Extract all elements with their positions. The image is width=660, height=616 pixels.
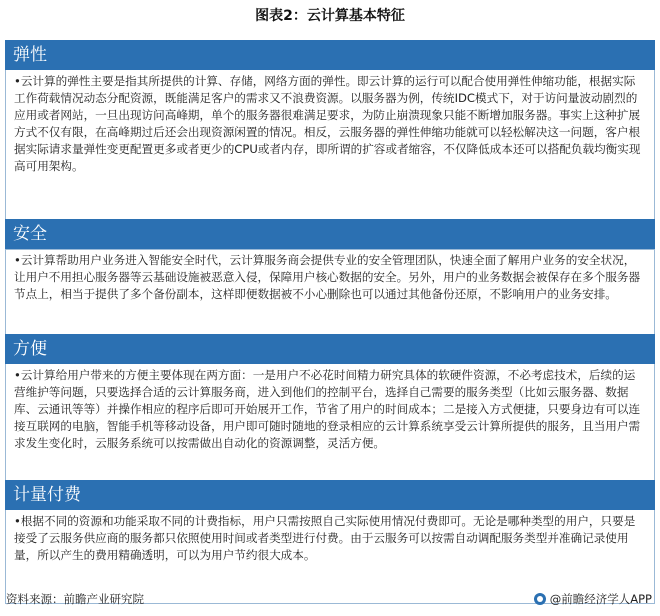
- source-note: 资料来源：前瞻产业研究院: [6, 592, 144, 606]
- section-heading-security: 安全: [5, 219, 655, 249]
- qianzhan-logo-icon: [534, 593, 546, 605]
- section-body-convenience: •云计算给用户带来的方便主要体现在两方面：一是用户不必花时间精力研究具体的软硬件资源，不必考虑技术，后续的运营维护等问题，只要选择合适的云计算服务商，进入到他们的控制平台，选择自己需要的服务类型（比如云服务器、数据库、云通讯等等）并操作相应的程序后即可开始展开工作，节省了用户的时间成本；二是接入方式便捷，只要身边有可以连接互联网的电脑，智能手机等移动设备，用户即可随时随地的登录相应的云计算系统享受云计算所提供的服务，且当用户需求发生变化时，云服务系统可以按需做出自动化的资源调整，灵活方便。: [5, 364, 655, 506]
- section-body-elasticity: •云计算的弹性主要是指其所提供的计算、存储，网络方面的弹性。即云计算的运行可以配合使用弹性伸缩功能，根据实际工作荷载情况动态分配资源，既能满足客户的需求又不浪费资源。以服务器为例，传统IDC模式下，对于访问量波动剧烈的应用或者网站，一旦出现访问高峰期，单个的服务器很难满足要求，为防止崩溃现象只能不断增加服务器。事实上这种扩展方式不仅有限，在高峰期过后还会出现资源闲置的情况。相反，云服务器的弹性伸缩功能就可以轻松解决这一问题，客户根据实际请求量弹性变更配置更多或者更少的CPU或者内存，即所谓的扩容或者缩容，不仅降低成本还可以搭配负载均衡实现高可用架构。: [5, 70, 655, 250]
- brand-credit: [534, 588, 652, 610]
- section-heading-convenience: 方便: [5, 334, 655, 364]
- figure-title: 图表2：云计算基本特征: [255, 8, 405, 24]
- section-body-metered-billing: •根据不同的资源和功能采取不同的计费指标，用户只需按照自己实际使用情况付费即可。无论是哪种类型的用户，只要是接受了云服务供应商的服务都只依照使用时间或者类型进行付费。由于云服务可以按需自动调配服务类型并准确记录使用量，所以产生的费用精确透明，可以为用户节约很大成本。: [5, 510, 655, 604]
- section-metered-billing: [5, 480, 655, 604]
- section-heading-metered-billing: 计量付费: [5, 480, 655, 510]
- footer: [0, 588, 660, 610]
- section-body-security: •云计算帮助用户业务进入智能安全时代，云计算服务商会提供专业的安全管理团队，快速全面了解用户业务的安全状况，让用户不用担心服务器等云基础设施被恶意入侵，保障用户核心数据的安全。另外，用户的业务数据会被保存在多个服务器节点上，相当于提供了多个备份副本，这样即便数据被不小心删除也可以通过其他备份还原，不影响用户的业务安排。: [5, 249, 655, 361]
- brand-credit-text: @前瞻经济学人APP: [549, 592, 652, 606]
- section-heading-elasticity: 弹性: [5, 40, 655, 70]
